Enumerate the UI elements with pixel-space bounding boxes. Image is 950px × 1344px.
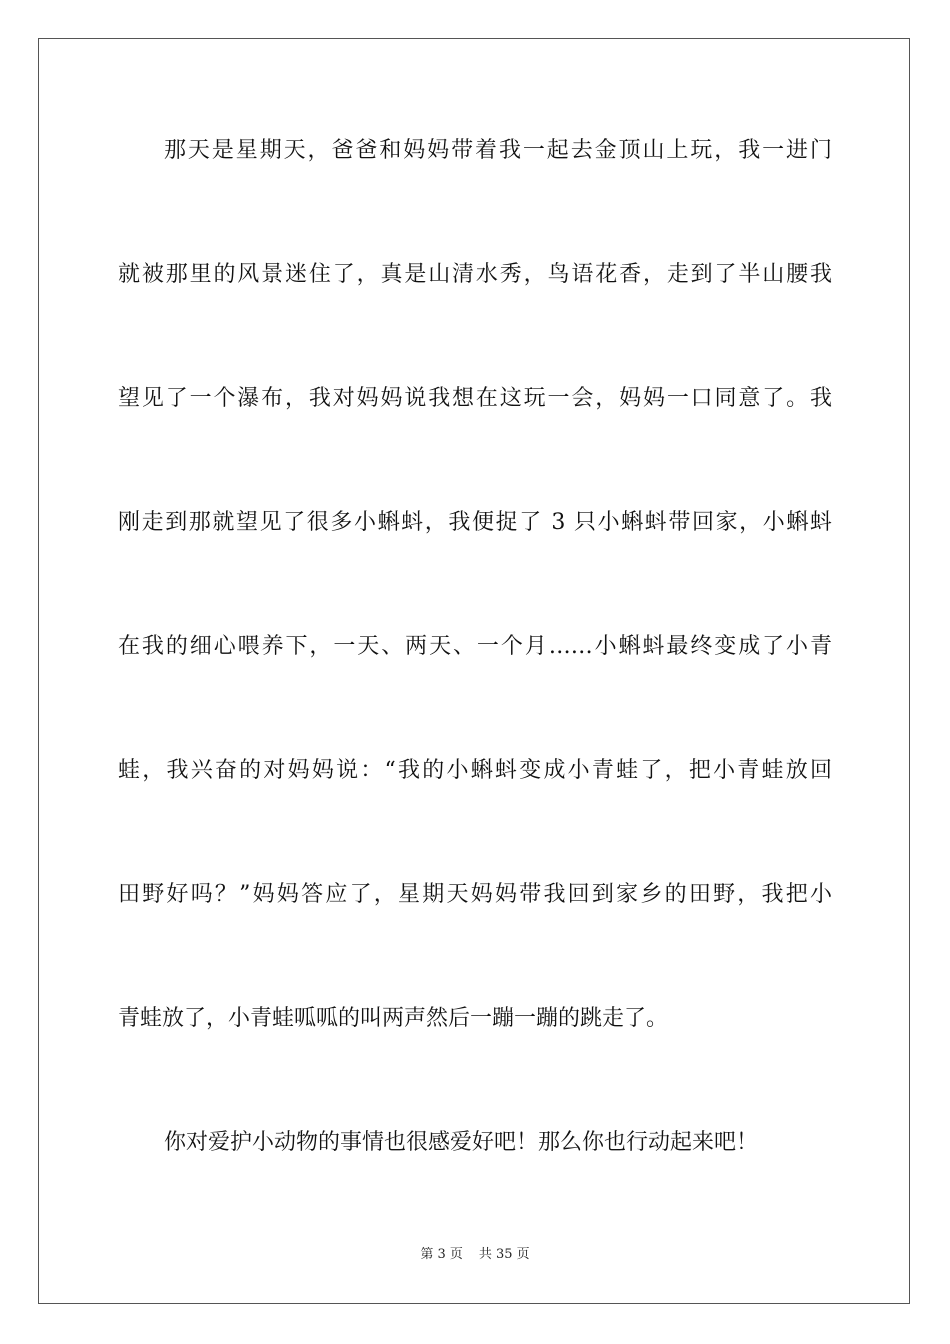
paragraph-line-4: 刚走到那就望见了很多小蝌蚪，我便捉了 3 只小蝌蚪带回家，小蝌蚪 <box>118 510 832 535</box>
paragraph-line-7: 田野好吗？”妈妈答应了，星期天妈妈带我回到家乡的田野，我把小 <box>118 882 832 907</box>
closing-line: 你对爱护小动物的事情也很感爱好吧！那么你也行动起来吧！ <box>164 1130 759 1155</box>
page-number: 第 3 页 <box>420 1247 463 1262</box>
total-pages: 共 35 页 <box>478 1247 530 1262</box>
paragraph-line-3: 望见了一个瀑布，我对妈妈说我想在这玩一会，妈妈一口同意了。我 <box>118 386 832 411</box>
paragraph-line-2: 就被那里的风景迷住了，真是山清水秀，鸟语花香，走到了半山腰我 <box>118 262 832 287</box>
page-footer <box>0 1246 950 1264</box>
paragraph-line-8: 青蛙放了，小青蛙呱呱的叫两声然后一蹦一蹦的跳走了。 <box>118 1006 669 1031</box>
paragraph-line-5: 在我的细心喂养下，一天、两天、一个月……小蝌蚪最终变成了小青 <box>118 634 832 659</box>
page-frame <box>38 38 910 1304</box>
paragraph-line-1: 那天是星期天，爸爸和妈妈带着我一起去金顶山上玩，我一进门 <box>164 138 832 163</box>
paragraph-line-6: 蛙，我兴奋的对妈妈说：“我的小蝌蚪变成小青蛙了，把小青蛙放回 <box>118 758 832 783</box>
